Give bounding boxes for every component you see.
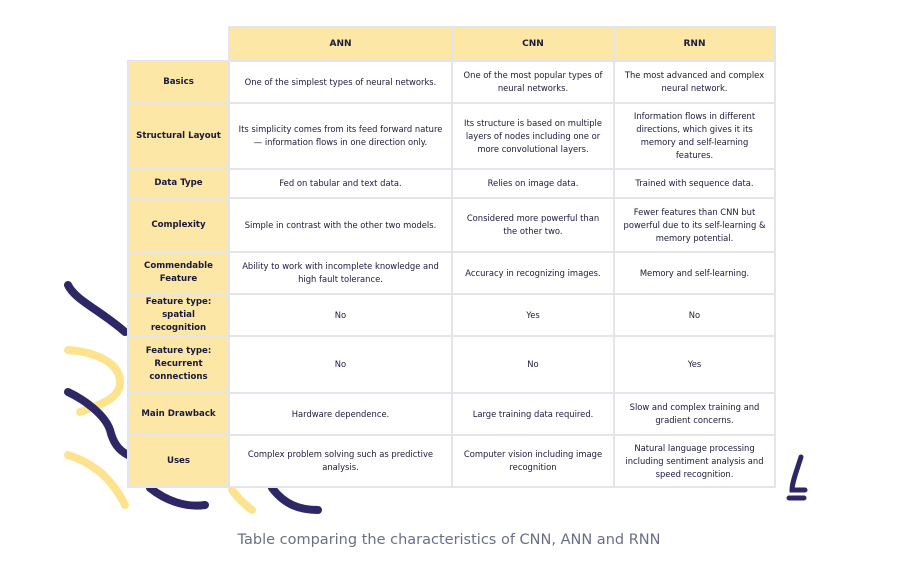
row-header: Main Drawback bbox=[128, 393, 229, 435]
table-cell: Large training data required. bbox=[452, 393, 614, 435]
squiggle-yellow-3 bbox=[232, 490, 252, 510]
table-cell: Memory and self-learning. bbox=[614, 252, 775, 294]
table-cell: Yes bbox=[614, 336, 775, 393]
column-header-ann: ANN bbox=[229, 27, 452, 61]
table-row bbox=[128, 435, 775, 487]
squiggle-navy-3 bbox=[150, 488, 205, 506]
table-cell: Ability to work with incomplete knowledge and high fault tolerance. bbox=[229, 252, 452, 294]
table-cell: No bbox=[229, 294, 452, 336]
table-cell: Simple in contrast with the other two models. bbox=[229, 198, 452, 252]
comparison-table bbox=[127, 26, 776, 488]
table-cell: Trained with sequence data. bbox=[614, 169, 775, 198]
row-header: Data Type bbox=[128, 169, 229, 198]
squiggle-yellow-2 bbox=[68, 455, 125, 505]
table-cell: Computer vision including image recognition bbox=[452, 435, 614, 487]
row-header: Basics bbox=[128, 61, 229, 103]
table-cell: Slow and complex training and gradient concerns. bbox=[614, 393, 775, 435]
table-cell: No bbox=[229, 336, 452, 393]
table-cell: Yes bbox=[452, 294, 614, 336]
table-header-row bbox=[128, 27, 775, 61]
table-row bbox=[128, 252, 775, 294]
table-cell: Relies on image data. bbox=[452, 169, 614, 198]
table-cell: One of the most popular types of neural networks. bbox=[452, 61, 614, 103]
table-cell: Complex problem solving such as predictive analysis. bbox=[229, 435, 452, 487]
table-cell: Its simplicity comes from its feed forward nature — information flows in one direction only. bbox=[229, 103, 452, 169]
comparison-table-wrap bbox=[127, 26, 774, 486]
row-header: Complexity bbox=[128, 198, 229, 252]
squiggle-navy-2 bbox=[68, 392, 128, 455]
table-cell: Considered more powerful than the other two. bbox=[452, 198, 614, 252]
column-header-rnn: RNN bbox=[614, 27, 775, 61]
table-cell: Information flows in different directions, which gives it its memory and self-learning features. bbox=[614, 103, 775, 169]
row-header: Uses bbox=[128, 435, 229, 487]
table-cell: The most advanced and complex neural network. bbox=[614, 61, 775, 103]
row-header: Feature type: Recurrent connections bbox=[128, 336, 229, 393]
table-row bbox=[128, 294, 775, 336]
table-cell: Accuracy in recognizing images. bbox=[452, 252, 614, 294]
table-row bbox=[128, 393, 775, 435]
table-cell: Its structure is based on multiple layers of nodes including one or more convolutional layers. bbox=[452, 103, 614, 169]
table-caption: Table comparing the characteristics of CNN, ANN and RNN bbox=[237, 532, 661, 548]
row-header: Commendable Feature bbox=[128, 252, 229, 294]
table-row bbox=[128, 198, 775, 252]
squiggle-navy-right bbox=[789, 457, 805, 498]
table-row bbox=[128, 336, 775, 393]
table-row bbox=[128, 61, 775, 103]
table-cell: Fewer features than CNN but powerful due to its self-learning & memory potential. bbox=[614, 198, 775, 252]
table-cell: No bbox=[614, 294, 775, 336]
squiggle-yellow-1 bbox=[68, 350, 120, 412]
table-cell: Fed on tabular and text data. bbox=[229, 169, 452, 198]
squiggle-navy-1 bbox=[68, 285, 125, 332]
table-cell: Natural language processing including sentiment analysis and speed recognition. bbox=[614, 435, 775, 487]
row-header: Structural Layout bbox=[128, 103, 229, 169]
column-header-cnn: CNN bbox=[452, 27, 614, 61]
row-header: Feature type: spatial recognition bbox=[128, 294, 229, 336]
squiggle-navy-4 bbox=[272, 488, 318, 510]
table-row bbox=[128, 103, 775, 169]
table-corner-cell bbox=[128, 27, 229, 61]
table-cell: Hardware dependence. bbox=[229, 393, 452, 435]
table-cell: No bbox=[452, 336, 614, 393]
table-row bbox=[128, 169, 775, 198]
table-cell: One of the simplest types of neural networks. bbox=[229, 61, 452, 103]
